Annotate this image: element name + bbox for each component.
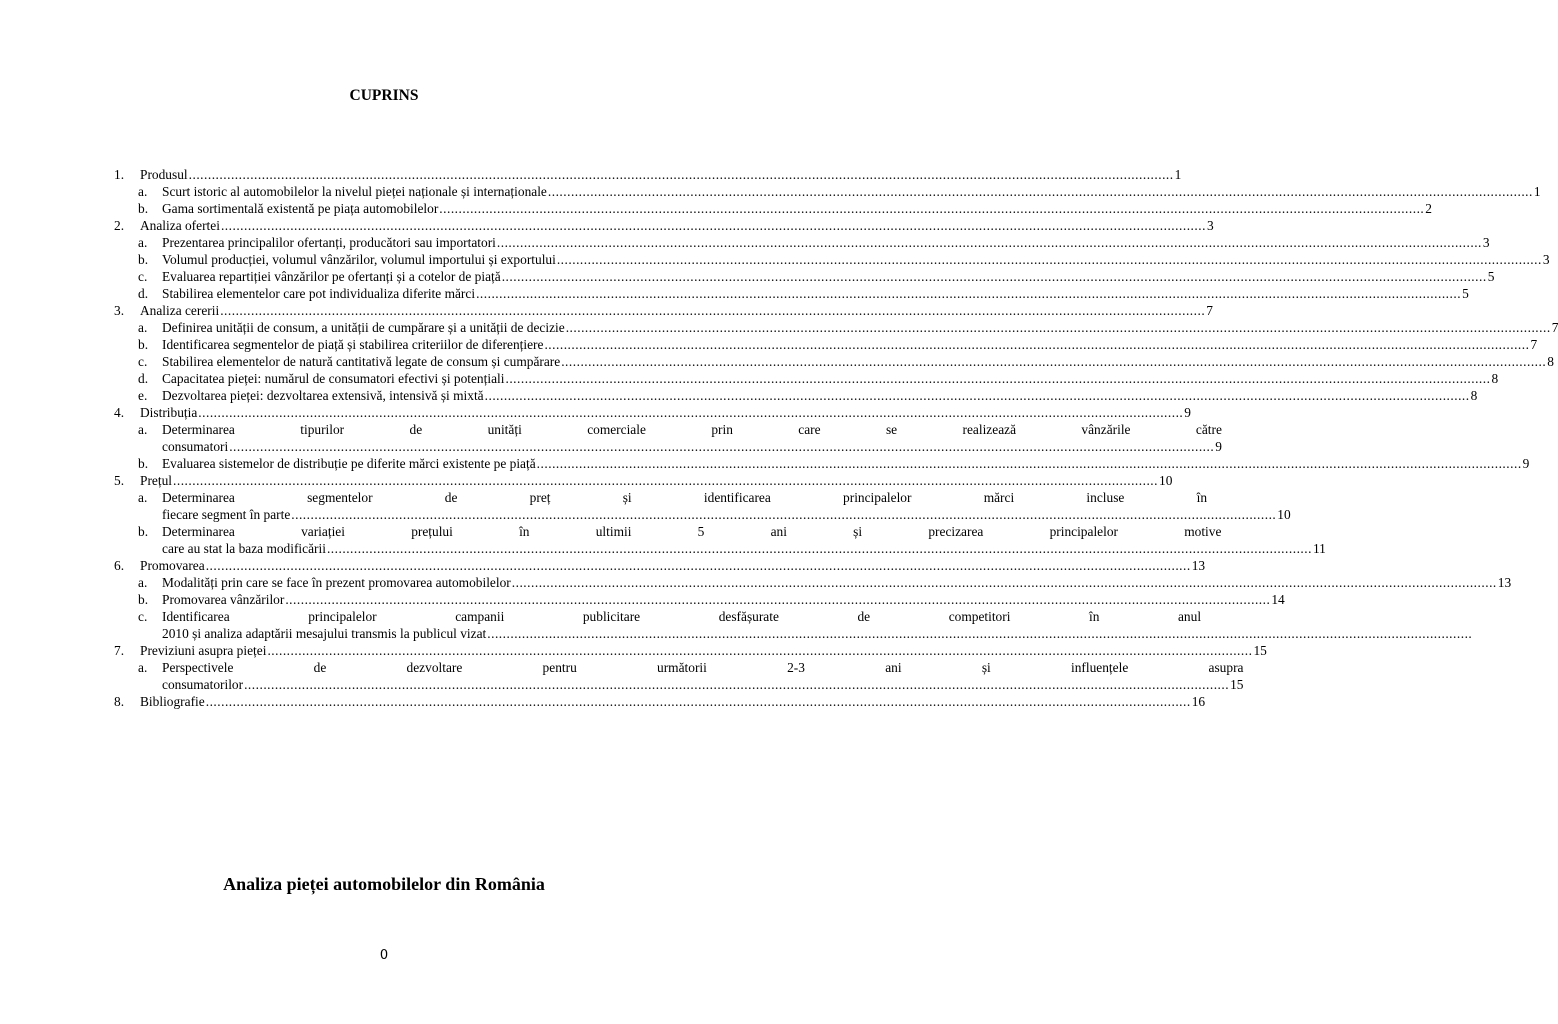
toc-page-number: 16 [1191, 694, 1206, 709]
toc-subentry [114, 234, 1490, 251]
toc-entry [114, 404, 1191, 421]
toc-entry-label: Prețul [140, 473, 172, 488]
dot-leader [548, 183, 1533, 200]
dot-leader [476, 285, 1461, 302]
toc-entry-number: a. [138, 490, 148, 505]
toc-entry-label: Dezvoltarea pieței: dezvoltarea extensivă, intensivă și mixtă [162, 388, 484, 403]
toc-subentry [114, 319, 1558, 336]
toc-page-number: 10 [1277, 507, 1291, 522]
dot-leader [244, 676, 1229, 693]
toc-page-number: 2 [1425, 201, 1432, 216]
toc-entry-label: Evaluarea sistemelor de distribuție pe diferite mărci existente pe piață [162, 456, 536, 471]
dot-leader [291, 506, 1276, 523]
toc-page-number: 8 [1547, 354, 1554, 369]
dot-leader [512, 574, 1497, 591]
dot-leader [502, 268, 1487, 285]
toc-entry-number: 3. [114, 303, 125, 318]
dot-leader [198, 404, 1183, 421]
toc-entry-number: a. [138, 660, 148, 675]
toc-entry-label: Evaluarea repartiției vânzărilor pe ofertanți și a cotelor de piață [162, 269, 501, 284]
toc-entry-number: 7. [114, 643, 125, 658]
page-number: 0 [379, 948, 389, 963]
dot-leader [267, 642, 1252, 659]
toc-entry-number: a. [138, 320, 148, 335]
toc-entry-label: Promovarea [140, 558, 205, 573]
toc-entry-number: 4. [114, 405, 125, 420]
toc-entry-number: 8. [114, 694, 125, 709]
toc-entry [114, 557, 1206, 574]
toc-subentry [114, 489, 1291, 523]
toc-entry-number: a. [138, 184, 148, 199]
dot-leader [537, 455, 1522, 472]
table-of-contents [114, 166, 1558, 710]
toc-subentry [114, 285, 1469, 302]
toc-entry-label: Perspectivele de dezvoltare pentru următorii 2-3 ani și influențele asupra [162, 660, 1244, 675]
dot-leader [485, 387, 1470, 404]
toc-subentry [114, 608, 1202, 642]
toc-entry-label-continued: consumatorilor [162, 677, 244, 692]
toc-entry-label: Modalități prin care se face în prezent promovarea automobilelor [162, 575, 511, 590]
toc-subentry [114, 336, 1538, 353]
toc-entry-label: Scurt istoric al automobilelor la nivelul pieței naționale și internaționale [162, 184, 547, 199]
toc-entry-label: Definirea unității de consum, a unității de cumpărare și a unității de decizie [162, 320, 565, 335]
toc-entry-label: Stabilirea elementelor care pot individualiza diferite mărci [162, 286, 476, 301]
toc-entry-label: Capacitatea pieței: numărul de consumatori efectivi și potențiali [162, 371, 505, 386]
toc-page-number: 8 [1491, 371, 1499, 386]
dot-leader [229, 438, 1214, 455]
toc-entry [114, 302, 1213, 319]
toc-subentry [114, 455, 1530, 472]
toc-page-number: 13 [1497, 575, 1512, 590]
dot-leader [189, 166, 1174, 183]
toc-page-number: 15 [1230, 677, 1244, 692]
dot-leader [566, 319, 1551, 336]
toc-entry [114, 166, 1182, 183]
toc-entry-number: b. [138, 252, 149, 267]
toc-entry-label: Analiza cererii [140, 303, 220, 318]
toc-entry-number: c. [138, 609, 148, 624]
toc-entry-label: Determinarea variației prețului în ultimii 5 ani și precizarea principalelor motive [162, 524, 1222, 539]
toc-page-number: 9 [1522, 456, 1530, 471]
toc-subentry [114, 591, 1285, 608]
toc-page-number: 3 [1482, 235, 1490, 250]
toc-page-number: 3 [1542, 252, 1550, 267]
toc-entry-number: a. [138, 235, 148, 250]
toc-entry-number: 5. [114, 473, 125, 488]
toc-subentry [114, 268, 1495, 285]
toc-page-number: 1 [1174, 167, 1182, 182]
toc-entry-label-continued: care au stat la baza modificării [162, 541, 326, 556]
toc-subentry [114, 421, 1222, 455]
toc-page-number: 5 [1462, 286, 1469, 301]
toc-entry-number: b. [138, 201, 149, 216]
toc-subentry [114, 183, 1541, 200]
toc-page-number: 7 [1206, 303, 1213, 318]
toc-entry-label-continued: consumatori [162, 439, 229, 454]
toc-entry [114, 693, 1206, 710]
toc-page-number: 11 [1312, 541, 1326, 556]
toc-entry-number: b. [138, 524, 149, 539]
toc-entry-label: Bibliografie [140, 694, 205, 709]
toc-entry-label: Produsul [140, 167, 188, 182]
toc-page-number: 5 [1487, 269, 1495, 284]
toc-page-number: 1 [1533, 184, 1541, 199]
toc-page-number: 10 [1159, 473, 1173, 488]
dot-leader [505, 370, 1490, 387]
toc-entry-number: d. [138, 371, 149, 386]
toc-page-number: 3 [1206, 218, 1214, 233]
toc-entry-number: c. [138, 269, 148, 284]
toc-entry-label: Previziuni asupra pieței [140, 643, 267, 658]
toc-entry [114, 642, 1267, 659]
toc-entry-number: d. [138, 286, 149, 301]
toc-entry-number: a. [138, 422, 148, 437]
toc-entry-label: Promovarea vânzărilor [162, 592, 285, 607]
toc-entry-label-continued: 2010 și analiza adaptării mesajului transmis la publicul vizat [162, 626, 487, 641]
toc-subentry [114, 353, 1554, 370]
dot-leader [221, 217, 1206, 234]
toc-entry-label: Identificarea segmentelor de piață și stabilirea criteriilor de diferențiere [162, 337, 544, 352]
toc-entry-label: Distribuția [140, 405, 198, 420]
toc-page-number: 13 [1191, 558, 1206, 573]
toc-entry-number: b. [138, 592, 149, 607]
toc-heading: CUPRINS [349, 87, 419, 104]
toc-entry [114, 217, 1214, 234]
toc-entry-label: Prezentarea principalilor ofertanți, producători sau importatori [162, 235, 496, 250]
toc-subentry [114, 251, 1550, 268]
toc-subentry [114, 523, 1326, 557]
toc-entry-number: 1. [114, 167, 125, 182]
toc-entry-label-continued: fiecare segment în parte [162, 507, 291, 522]
toc-entry [114, 472, 1173, 489]
toc-entry-label: Determinarea segmentelor de preț și identificarea principalelor mărci incluse în [162, 490, 1208, 505]
dot-leader [285, 591, 1270, 608]
document-title: Analiza pieței automobilelor din România [223, 874, 545, 894]
toc-entry-number: c. [138, 354, 148, 369]
dot-leader [561, 353, 1546, 370]
toc-subentry [114, 200, 1432, 217]
toc-subentry [114, 370, 1499, 387]
toc-subentry [114, 659, 1244, 693]
toc-entry-number: b. [138, 337, 149, 352]
dot-leader [439, 200, 1424, 217]
toc-entry-label: Volumul producției, volumul vânzărilor, volumul importului și exportului [162, 252, 556, 267]
toc-subentry [114, 387, 1478, 404]
toc-subentry [114, 574, 1512, 591]
toc-page-number: 7 [1530, 337, 1538, 352]
dot-leader [173, 472, 1158, 489]
dot-leader [497, 234, 1482, 251]
toc-entry-label: Identificarea principalelor campanii publicitare desfășurate de competitori în anul [162, 609, 1202, 624]
toc-entry-number: e. [138, 388, 148, 403]
toc-entry-number: 2. [114, 218, 125, 233]
toc-page-number: 9 [1184, 405, 1191, 420]
toc-page-number: 15 [1253, 643, 1267, 658]
toc-page-number: 7 [1551, 320, 1558, 335]
toc-entry-label: Analiza ofertei [140, 218, 220, 233]
toc-entry-label: Gama sortimentală existentă pe piața automobilelor [162, 201, 439, 216]
toc-page-number: 9 [1215, 439, 1222, 454]
toc-page-number: 14 [1271, 592, 1285, 607]
toc-entry-number: a. [138, 575, 148, 590]
toc-page-number: 8 [1470, 388, 1478, 403]
dot-leader [544, 336, 1529, 353]
toc-entry-number: 6. [114, 558, 125, 573]
toc-entry-label: Stabilirea elementelor de natură cantitativă legate de consum și cumpărare [162, 354, 561, 369]
dot-leader [220, 302, 1205, 319]
toc-entry-label: Determinarea tipurilor de unități comerciale prin care se realizează vânzările către [162, 422, 1222, 437]
toc-entry-number: b. [138, 456, 149, 471]
dot-leader [206, 693, 1191, 710]
dot-leader [206, 557, 1191, 574]
dot-leader [327, 540, 1312, 557]
dot-leader [487, 625, 1472, 642]
dot-leader [557, 251, 1542, 268]
